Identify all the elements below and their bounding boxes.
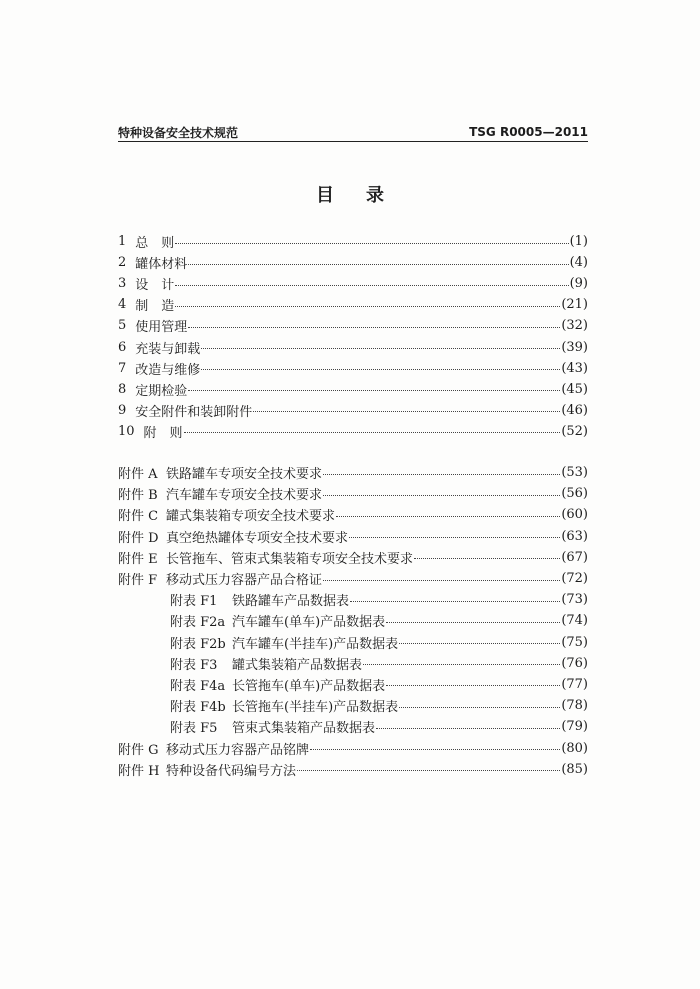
toc-appendix-row: [118, 504, 588, 525]
toc-subtable-row: [118, 674, 588, 695]
toc-page-number: (32): [561, 318, 588, 334]
toc-appendix-label: 附件 A: [118, 467, 158, 483]
toc-chapter-number: 8: [118, 381, 127, 397]
toc-subtable-title: 长管拖车(半挂车)产品数据表: [232, 700, 399, 716]
toc-page-number: (78): [561, 698, 588, 714]
toc-page-number: (39): [561, 339, 588, 355]
toc-subtable-title: 汽车罐车(单车)产品数据表: [232, 615, 386, 631]
toc-chapters-list: [118, 231, 588, 442]
toc-chapter-title: 设 计: [135, 278, 175, 294]
toc-subtable-title: 管束式集装箱产品数据表: [232, 721, 376, 737]
toc-leader-dots: [310, 749, 560, 750]
toc-page-number: (74): [561, 613, 588, 629]
toc-appendix-title: 移动式压力容器产品合格证: [166, 573, 323, 589]
toc-leader-dots: [323, 495, 560, 496]
toc-page-number: (60): [561, 507, 588, 523]
toc-appendix-row: [118, 526, 588, 547]
toc-leader-dots: [297, 770, 560, 771]
toc-leader-dots: [399, 707, 560, 708]
toc-appendix-label: 附件 F: [118, 573, 158, 589]
toc-subtable-title: 罐式集装箱产品数据表: [232, 657, 363, 673]
toc-subtable-title: 汽车罐车(半挂车)产品数据表: [232, 636, 399, 652]
toc-leader-dots: [253, 411, 560, 412]
toc-chapter-number: 7: [118, 360, 127, 376]
toc-appendix-title: 长管拖车、管束式集装箱专项安全技术要求: [166, 551, 414, 567]
toc-subtable-label: 附表 F2b: [170, 636, 226, 652]
toc-chapter-row: [118, 231, 588, 252]
toc-page-number: (45): [561, 381, 588, 397]
toc-chapter-row: [118, 252, 588, 273]
toc-chapter-row: [118, 379, 588, 400]
toc-page-number: (21): [561, 297, 588, 313]
toc-chapter-row: [118, 336, 588, 357]
toc-appendix-title: 汽车罐车专项安全技术要求: [166, 488, 323, 504]
toc-chapter-row: [118, 273, 588, 294]
toc-page-number: (76): [561, 655, 588, 671]
toc-appendix-title: 铁路罐车专项安全技术要求: [166, 467, 323, 483]
toc-appendix-label: 附件 H: [118, 763, 160, 779]
toc-appendix-label: 附件 E: [118, 551, 158, 567]
toc-subtable-label: 附表 F2a: [170, 615, 226, 631]
toc-leader-dots: [188, 390, 560, 391]
toc-leader-dots: [349, 537, 560, 538]
toc-leader-dots: [350, 601, 560, 602]
toc-chapter-title: 使用管理: [135, 320, 188, 336]
toc-page-number: (63): [561, 528, 588, 544]
toc-leader-dots: [386, 622, 560, 623]
toc-leader-dots: [414, 558, 560, 559]
toc-leader-dots: [188, 327, 560, 328]
toc-subtable-label: 附表 F1: [170, 594, 218, 610]
toc-leader-dots: [201, 369, 560, 370]
toc-page-number: (4): [569, 255, 588, 271]
header-series-title: 特种设备安全技术规范: [118, 125, 239, 140]
toc-page-number: (52): [561, 423, 588, 439]
toc-page-number: (46): [561, 402, 588, 418]
toc-leader-dots: [201, 348, 560, 349]
toc-chapter-row: [118, 400, 588, 421]
toc-leader-dots: [323, 474, 560, 475]
toc-leader-dots: [175, 306, 560, 307]
toc-chapter-title: 改造与维修: [135, 362, 201, 378]
toc-appendix-title: 罐式集装箱专项安全技术要求: [166, 509, 336, 525]
toc-subtable-title: 铁路罐车产品数据表: [232, 594, 350, 610]
toc-page-number: (77): [561, 676, 588, 692]
toc-appendix-row: [118, 547, 588, 568]
toc-subtable-label: 附表 F3: [170, 657, 218, 673]
toc-appendix-title: 真空绝热罐体专项安全技术要求: [166, 530, 349, 546]
toc-appendices-list: [118, 462, 588, 780]
toc-leader-dots: [175, 243, 568, 244]
toc-subtable-row: [118, 589, 588, 610]
toc-leader-dots: [188, 264, 568, 265]
toc-chapter-number: 4: [118, 297, 127, 313]
toc-chapter-number: 1: [118, 234, 127, 250]
toc-appendix-row: [118, 568, 588, 589]
toc-page-number: (56): [561, 486, 588, 502]
toc-appendix-row: [118, 737, 588, 758]
toc-appendix-row: [118, 462, 588, 483]
toc-subtable-row: [118, 695, 588, 716]
toc-page-number: (9): [569, 276, 588, 292]
toc-subtable-label: 附表 F4b: [170, 700, 226, 716]
toc-appendix-row: [118, 759, 588, 780]
toc-chapter-title: 定期检验: [135, 383, 188, 399]
toc-appendix-label: 附件 G: [118, 742, 159, 758]
toc-appendix-title: 特种设备代码编号方法: [166, 763, 297, 779]
toc-subtable-row: [118, 610, 588, 631]
toc-subtable-row: [118, 716, 588, 737]
toc-subtable-label: 附表 F4a: [170, 678, 226, 694]
toc-subtable-title: 长管拖车(单车)产品数据表: [232, 678, 386, 694]
toc-appendix-row: [118, 483, 588, 504]
toc-page-number: (53): [561, 465, 588, 481]
toc-page-number: (85): [561, 761, 588, 777]
toc-chapter-title: 总 则: [135, 236, 175, 252]
running-header: [118, 123, 588, 142]
toc-appendix-label: 附件 D: [118, 530, 159, 546]
toc-chapter-row: [118, 421, 588, 442]
toc-leader-dots: [184, 432, 561, 433]
toc-chapter-row: [118, 294, 588, 315]
toc-page-number: (1): [569, 234, 588, 250]
toc-leader-dots: [363, 664, 560, 665]
toc-leader-dots: [386, 685, 560, 686]
toc-page-number: (43): [561, 360, 588, 376]
toc-leader-dots: [323, 580, 560, 581]
toc-subtable-label: 附表 F5: [170, 721, 218, 737]
toc-page-number: (67): [561, 549, 588, 565]
toc-page-number: (79): [561, 719, 588, 735]
header-standard-code: TSG R0005—2011: [469, 125, 588, 139]
toc-chapter-number: 10: [118, 423, 135, 439]
toc-chapter-row: [118, 358, 588, 379]
toc-chapter-title: 制 造: [135, 299, 175, 315]
toc-leader-dots: [376, 728, 560, 729]
toc-leader-dots: [175, 285, 568, 286]
toc-appendix-label: 附件 C: [118, 509, 159, 525]
toc-chapter-number: 9: [118, 402, 127, 418]
toc-chapter-title: 安全附件和装卸附件: [135, 404, 253, 420]
toc-chapter-number: 3: [118, 276, 127, 292]
toc-page-number: (73): [561, 592, 588, 608]
toc-chapter-number: 2: [118, 255, 127, 271]
toc-chapter-number: 5: [118, 318, 127, 334]
toc-chapter-title: 罐体材料: [135, 257, 188, 273]
toc-leader-dots: [336, 516, 560, 517]
toc-page-number: (80): [561, 740, 588, 756]
toc-leader-dots: [399, 643, 560, 644]
toc-subtable-row: [118, 653, 588, 674]
toc-chapter-number: 6: [118, 339, 127, 355]
toc-page-number: (75): [561, 634, 588, 650]
toc-chapter-row: [118, 315, 588, 336]
toc-page-number: (72): [561, 571, 588, 587]
toc-subtable-row: [118, 632, 588, 653]
toc-appendix-label: 附件 B: [118, 488, 158, 504]
page-title: 目 录: [316, 185, 391, 206]
toc-appendix-title: 移动式压力容器产品铭牌: [166, 742, 310, 758]
toc-chapter-title: 充装与卸载: [135, 341, 201, 357]
toc-chapter-title: 附 则: [143, 425, 183, 441]
